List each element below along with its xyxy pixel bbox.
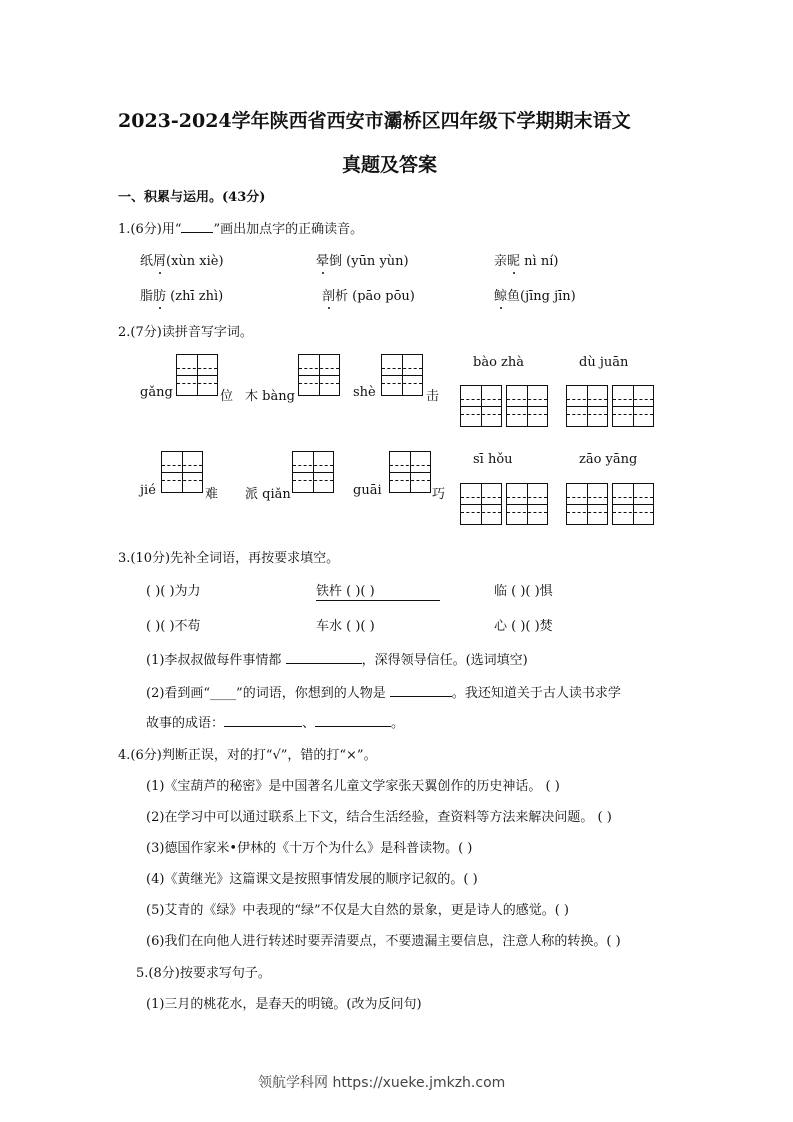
q3-r2c3: 心 ( )( )焚 — [494, 619, 553, 634]
q2-r1-a-post: 位 — [220, 389, 234, 404]
q2-r1-c-post: 击 — [426, 389, 440, 404]
q4-item-4: (4)《黄继光》这篇课文是按照事情发展的顺序记叙的。( ) — [146, 872, 478, 887]
section-1-heading: 一、积累与运用。(43分) — [118, 190, 266, 205]
q2-r1-b-pre: 木 bàng — [245, 389, 295, 404]
q1-item-4: 脂肪 (zhī zhì) — [140, 289, 224, 304]
writing-box — [506, 385, 548, 427]
q3-r2c1: ( )( )不苟 — [146, 619, 201, 634]
q5-sub1: (1)三月的桃花水，是春天的明镜。(改为反问句) — [146, 997, 422, 1012]
writing-box — [612, 385, 654, 427]
writing-box — [566, 483, 608, 525]
writing-box — [612, 483, 654, 525]
writing-box — [292, 451, 334, 493]
writing-box — [506, 483, 548, 525]
q1-item-3: 亲昵 nì ní) — [494, 254, 559, 269]
q1-item-2: 晕倒 (yūn yùn) — [316, 254, 409, 269]
q2-r1-pinyin-2: dù juān — [579, 355, 629, 370]
q3-stem: 3.(10分)先补全词语，再按要求填空。 — [118, 551, 340, 566]
q1-item-1: 纸屑(xùn xiè) — [140, 254, 224, 269]
q4-item-5: (5)艾青的《绿》中表现的“绿”不仅是大自然的景象，更是诗人的感觉。( ) — [146, 903, 569, 918]
q2-stem: 2.(7分)读拼音写字词。 — [118, 325, 253, 340]
q2-r2-b-pre: 派 qiǎn — [245, 487, 291, 502]
q3-sub1: (1)李叔叔做每件事情都 ，深得领导信任。(选词填空) — [146, 653, 528, 668]
q3-sub2-cont: 故事的成语： 、 。 — [146, 716, 405, 731]
writing-box — [460, 385, 502, 427]
q4-item-6: (6)我们在向他人进行转述时要弄清要点，不要遗漏主要信息，注意人称的转换。( ) — [146, 934, 621, 949]
q4-item-2: (2)在学习中可以通过联系上下文，结合生活经验，查资料等方法来解决问题。 ( ) — [146, 810, 612, 825]
writing-box — [176, 354, 218, 396]
doc-title-line1: 2023-2024学年陕西省西安市灞桥区四年级下学期期末语文 — [118, 110, 631, 132]
q2-r2-pinyin-1: sī hǒu — [473, 452, 513, 467]
q5-stem: 5.(8分)按要求写句子。 — [136, 966, 271, 981]
q3-r1c1: ( )( )为力 — [146, 584, 201, 599]
q2-r2-a-pre: jié — [140, 483, 156, 498]
q1-stem: 1.(6分)用“ ”画出加点字的正确读音。 — [118, 222, 364, 237]
q2-r2-c-pre: guāi — [353, 483, 382, 498]
q2-r1-a-pre: gǎng — [140, 385, 173, 400]
q3-r1c3: 临 ( )( )惧 — [494, 584, 553, 599]
q2-r2-a-post: 难 — [205, 487, 219, 502]
writing-box — [298, 354, 340, 396]
q2-r1-pinyin-1: bào zhà — [473, 355, 525, 370]
q4-stem: 4.(6分)判断正误，对的打“√”，错的打“×”。 — [118, 748, 377, 763]
q2-r2-c-post: 巧 — [432, 487, 446, 502]
writing-box — [389, 451, 431, 493]
q1-item-5: 剖析 (pāo pōu) — [322, 289, 415, 304]
writing-box — [460, 483, 502, 525]
q3-r1c2: 铁杵 ( )( ) — [316, 580, 440, 601]
q3-r2c2: 车水 ( )( ) — [316, 619, 375, 634]
q2-r2-pinyin-2: zāo yāng — [579, 452, 638, 467]
writing-box — [566, 385, 608, 427]
doc-title-line2: 真题及答案 — [342, 154, 438, 176]
footer-watermark: 领航学科网 https://xueke.jmkzh.com — [258, 1075, 506, 1091]
q4-item-1: (1)《宝葫芦的秘密》是中国著名儿童文学家张天翼创作的历史神话。 ( ) — [146, 779, 560, 794]
q4-item-3: (3)德国作家米•伊林的《十万个为什么》是科普读物。( ) — [146, 841, 473, 856]
q3-sub2: (2)看到画“____”的词语，你想到的人物是 。我还知道关于古人读书求学 — [146, 686, 621, 701]
q1-item-6: 鲸鱼(jīng jīn) — [494, 289, 576, 304]
writing-box — [381, 354, 423, 396]
writing-box — [161, 451, 203, 493]
q2-r1-c-pre: shè — [353, 385, 376, 400]
